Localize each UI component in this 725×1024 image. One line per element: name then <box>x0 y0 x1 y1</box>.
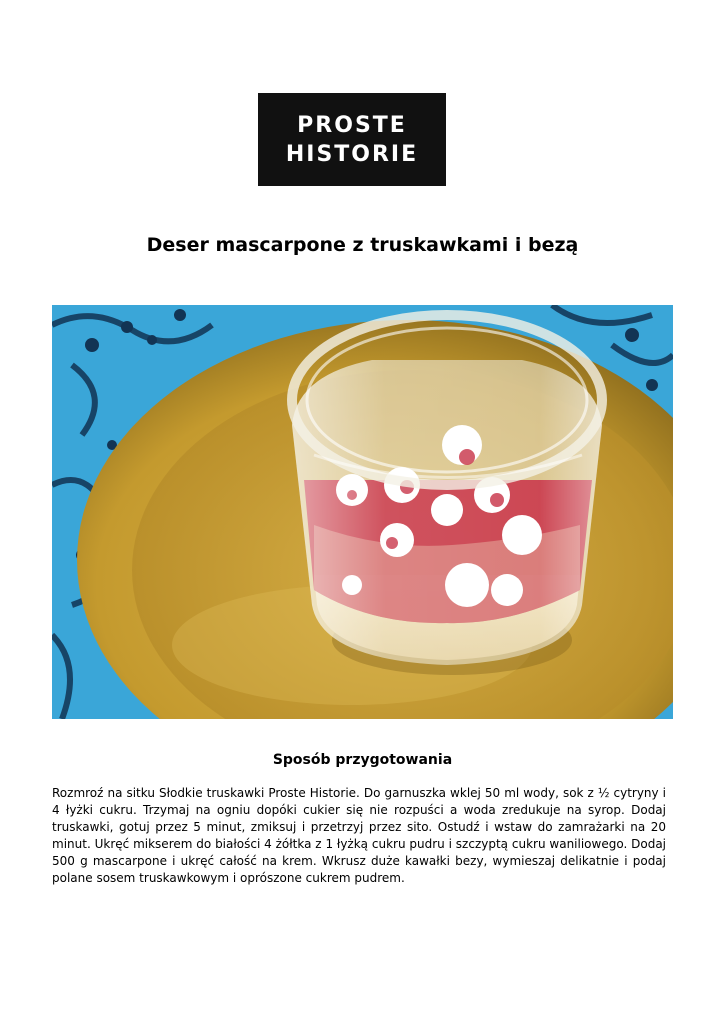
recipe-instructions: Rozmroź na sitku Słodkie truskawki Proste Historie. Do garnuszka wklej 50 ml wody, sok z ½ cytryny i 4 łyżki cukru. Trzymaj na ogniu dopóki cukier się nie rozpuści a woda zredukuje na syrop. Dodaj truskawki, gotuj przez 5 minut, zmiksuj i przetrzyj przez sito. Ostudź i wstaw do zamrażarki na 20 minut. Ukręć mikserem do białości 4 żółtka z 1 łyżką cukru pudru i szczyptą cukru waniliowego. Dodaj 500 g mascarpone i ukręć całość na krem. Wkrusz duże kawałki bezy, wymieszaj delikatnie i podaj polane sosem truskawkowym i oprószone cukrem pudrem. <box>52 786 666 885</box>
logo-line-1: PROSTE <box>297 112 407 138</box>
recipe-title: Deser mascarpone z truskawkami i bezą <box>146 234 579 256</box>
brand-logo <box>258 93 446 186</box>
section-title-preparation: Sposób przygotowania <box>272 752 453 768</box>
logo-line-2: HISTORIE <box>285 141 419 167</box>
dessert-photo <box>52 305 673 719</box>
